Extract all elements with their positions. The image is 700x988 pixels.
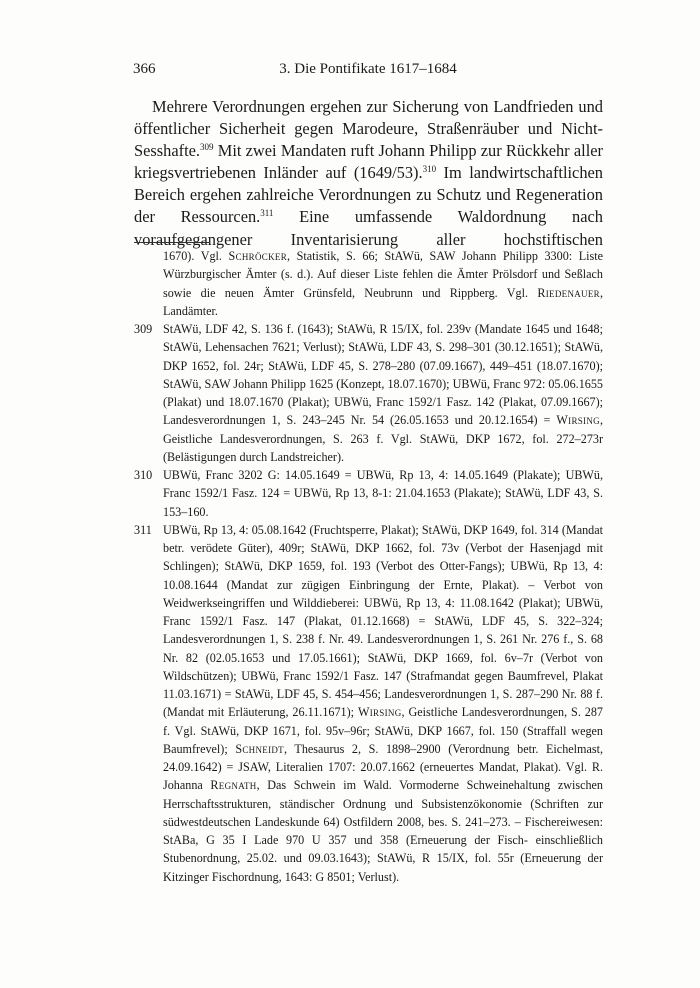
footnote-text: , Landämter. bbox=[163, 285, 603, 318]
footnote-number: 311 bbox=[134, 522, 152, 537]
footnote-309 bbox=[134, 320, 603, 466]
footnote-text: StAWü, LDF 42, S. 136 f. (1643); StAWü, R 15/IX, fol. 239v (Mandate 1645 und 1648; StAWü, Lehensachen 7621; Verlust); StAWü, LDF 43, S. 298–301 (30.12.1651); StAWü, DKP 1652, fol. 24r; StAWü, LDF 45, S. 278–280 (07.09.1667), 449–451 (18.07.1670); StAWü, SAW Johann Philipp 1625 (Konzept, 18.07.1670); UBWü, Franc 972: 05.06.1655 (Plakat) und 18.07.1670 (Plakat); UBWü, Franc 1592/1 Fasz. 142 (Plakat, 07.09.1667); Landesverordnungen 1, S. 243–245 Nr. 54 (26.05.1653 und 20.12.1654) = bbox=[163, 322, 603, 428]
author-name: Regnath bbox=[210, 778, 257, 793]
footnote-text: , Thesaurus 2, S. 1898–2900 (Verordnung betr. Eichelmast, 24.09.1642) = JSAW, Literalien 1707: 20.07.1662 (erneuertes Mandat, Plakat). Vgl. R. Johanna bbox=[163, 741, 603, 793]
footnote-text: , Das Schwein im Wald. Vormoderne Schweinehaltung zwischen Herrschaftsstrukturen, ständischer Ordnung und Subsistenzökonomie (Schriften zur südwestdeutschen Landeskunde 64) Ostfildern 2008, bes. S. 241–273. – Fischereiwesen: StABa, G 35 I Lade 970 U 357 und 358 (Erneuerung der Fisch- einschließlich Stubenordnung, 25.02. und 09.03.1643); StAWü, R 15/IX, fol. 55r (Erneuerung der Kitzinger Fischordnung, 1643: G 8501; Verlust). bbox=[163, 778, 603, 884]
running-head bbox=[133, 61, 603, 81]
footnote-text: UBWü, Rp 13, 4: 05.08.1642 (Fruchtsperre, Plakat); StAWü, DKP 1649, fol. 314 (Mandat betr. verödete Güter), 409r; StAWü, DKP 1662, fol. 73v (Verbot der Hasenjagd mit Schlingen); StAWü, DKP 1659, fol. 193 (Verbot des Otter-Fangs); UBWü, Rp 13, 4: 10.08.1644 (Mandat zur zügigen Einbringung der Ernte, Plakat). – Verbot von Weidwerkseingriffen und Wilddieberei: UBWü, Rp 13, 4: 11.08.1642 (Plakat); UBWü, Franc 1592/1 Fasz. 147 (Plakat, 01.12.1668) = StAWü, LDF 45, S. 322–324; Landesverordnungen 1, S. 238 f. Nr. 49. Landesverordnungen 1, S. 261 Nr. 276 f., S. 68 Nr. 82 (02.05.1653 und 17.05.1661); StAWü, DKP 1669, fol. 6v–7r (Verbot von Wildschützen); UBWü, Franc 1592/1 Fasz. 147 (Strafmandat gegen Baumfrevel, Plakat 11.03.1671) = StAWü, LDF 45, S. 454–456; Landesverordnungen 1, S. 287–290 Nr. 88 f. (Mandat mit Erläuterung, 26.11.1671); bbox=[163, 522, 603, 720]
footnote-text: , Statistik, S. 66; StAWü, SAW Johann Philipp 3300: Liste Würzburgischer Ämter (s. d.). Auf dieser Liste fehlen die Ämter Prölsdorf und Seßlach sowie die neuen Ämter Grünsfeld, Neubrunn und Rippberg. Vgl. bbox=[163, 249, 603, 300]
body-text-segment: Mit zwei Mandaten ruft Johann Philipp zur Rückkehr aller kriegsvertriebenen Inländer auf (1649/53). bbox=[134, 141, 603, 183]
main-text bbox=[134, 96, 603, 251]
footnote-ref-310: 310 bbox=[422, 164, 437, 175]
author-name: Wirsing bbox=[556, 413, 600, 428]
author-name: Schneidt bbox=[235, 741, 284, 756]
footnote-text: UBWü, Franc 3202 G: 14.05.1649 = UBWü, Rp 13, 4: 14.05.1649 (Plakate); UBWü, Franc 1592/1 Fasz. 124 = UBWü, Rp 13, 8-1: 21.04.1653 (Plakate); StAWü, LDF 43, S. 153–160. bbox=[163, 468, 603, 519]
footnote-ref-311: 311 bbox=[260, 208, 274, 219]
author-name: Schröcker bbox=[228, 249, 287, 263]
footnote-ref-309: 309 bbox=[200, 142, 214, 153]
body-paragraph bbox=[134, 96, 603, 251]
footnote-number: 309 bbox=[134, 322, 153, 336]
footnote-continued bbox=[134, 247, 603, 320]
footnote-number: 310 bbox=[134, 468, 153, 482]
page-number: 366 bbox=[133, 61, 156, 77]
author-name: Riedenauer bbox=[537, 285, 600, 300]
footnotes bbox=[134, 247, 603, 886]
footnote-311 bbox=[134, 521, 603, 886]
body-text-segment: Mehrere Verordnungen ergehen zur Sicherung von Landfrieden und öffentlicher Sicherheit gegen Marodeure, Straßenräuber und Nicht-Sesshafte. bbox=[134, 97, 603, 161]
body-text-segment: Eine umfassende Waldordnung nach voraufgegangener Inventarisierung aller hochstiftischen bbox=[134, 207, 603, 249]
footnote-separator bbox=[134, 242, 210, 243]
author-name: Wirsing bbox=[357, 705, 402, 720]
footnote-text: , Geistliche Landesverordnungen, S. 287 f. Vgl. StAWü, DKP 1671, fol. 95v–96r; StAWü, DKP 1667, fol. 150 (Straffall wegen Baumfrevel); bbox=[163, 705, 603, 756]
footnote-text: 1670). Vgl. bbox=[163, 249, 229, 263]
chapter-title: 3. Die Pontifikate 1617–1684 bbox=[279, 61, 457, 77]
footnote-text: , Geistliche Landesverordnungen, S. 263 f. Vgl. StAWü, DKP 1672, fol. 272–273r (Belästigungen durch Landstreicher). bbox=[163, 413, 603, 464]
body-text-segment: Im landwirtschaftlichen Bereich ergehen zahlreiche Verordnungen zu Schutz und Regeneration der Ressourcen. bbox=[134, 163, 604, 227]
footnote-310 bbox=[134, 466, 603, 521]
